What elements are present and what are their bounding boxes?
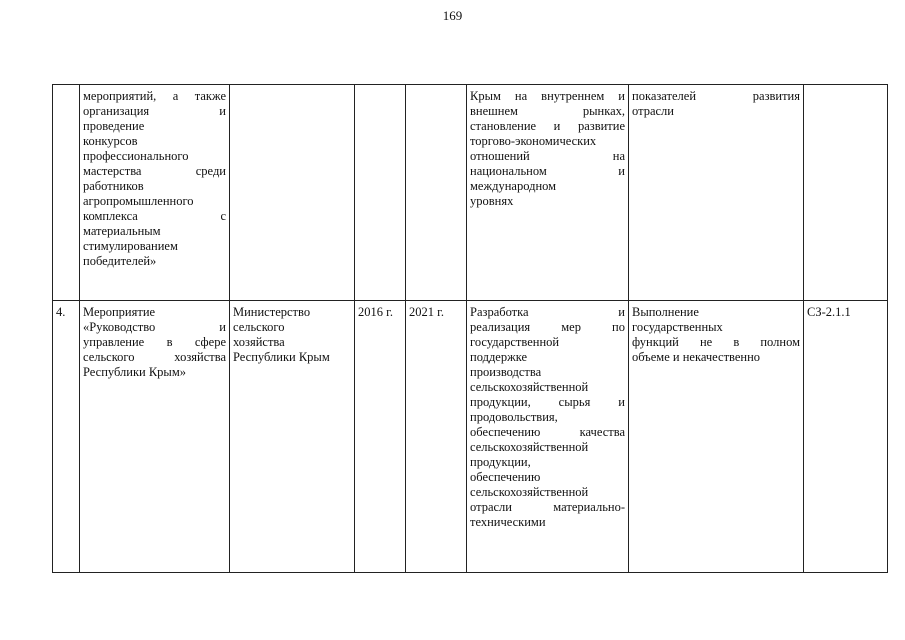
text-line: Крым на внутреннем и	[470, 89, 625, 103]
text-line: проведение	[83, 119, 145, 133]
text-line: управление в сфере	[83, 335, 226, 349]
cell-num	[53, 85, 80, 301]
text-line: национальном и	[470, 164, 625, 178]
text-line: отрасли	[632, 104, 674, 118]
table-row	[53, 301, 888, 573]
text-line: реализация мер по	[470, 320, 625, 334]
text-line: стимулированием	[83, 239, 178, 253]
text-line: уровнях	[470, 194, 514, 208]
text-line: Разработка и	[470, 305, 625, 319]
text-line: конкурсов	[83, 134, 138, 148]
text-line: сельскохозяйственной	[470, 485, 589, 499]
text-line: Министерство	[233, 305, 311, 319]
cell-result	[467, 85, 629, 301]
text-line: отношений на	[470, 149, 625, 163]
text-line: международном	[470, 179, 557, 193]
cell-start: 2016 г.	[355, 301, 406, 573]
text-line: мероприятий, а также	[83, 89, 226, 103]
cell-link: СЗ-2.1.1	[804, 301, 888, 573]
text-line: материальным	[83, 224, 161, 238]
text-line: продовольствия,	[470, 410, 558, 424]
table-row	[53, 85, 888, 301]
text-line: Республики Крым»	[83, 365, 186, 379]
text-line: профессионального	[83, 149, 189, 163]
text-line: продукции, сырья и	[470, 395, 625, 409]
cell-end: 2021 г.	[406, 301, 467, 573]
text-line: государственной	[470, 335, 560, 349]
cell-consequences	[629, 301, 804, 573]
text-line: мастерства среди	[83, 164, 226, 178]
text-line: продукции,	[470, 455, 531, 469]
text-line: объеме и некачественно	[632, 350, 761, 364]
cell-result	[467, 301, 629, 573]
text-line: работников	[83, 179, 144, 193]
text-line: внешнем рынках,	[470, 104, 625, 118]
text-line: агропромышленного	[83, 194, 194, 208]
text-line: сельского	[233, 320, 285, 334]
text-line: поддержке	[470, 350, 528, 364]
text-line: функций не в полном	[632, 335, 800, 349]
text-line: организация и	[83, 104, 226, 118]
text-line: победителей»	[83, 254, 157, 268]
text-line: обеспечению	[470, 470, 541, 484]
text-line: «Руководство и	[83, 320, 226, 334]
text-line: сельскохозяйственной	[470, 380, 589, 394]
text-line: торгово-экономических	[470, 134, 597, 148]
cell-event	[80, 85, 230, 301]
cell-end	[406, 85, 467, 301]
text-line: государственных	[632, 320, 723, 334]
text-line: Выполнение	[632, 305, 699, 319]
cell-num: 4.	[53, 301, 80, 573]
text-line: сельского хозяйства	[83, 350, 226, 364]
text-line: показателей развития	[632, 89, 800, 103]
cell-executor	[230, 85, 355, 301]
cell-event	[80, 301, 230, 573]
measures-table	[52, 84, 888, 573]
text-line: производства	[470, 365, 542, 379]
text-line: сельскохозяйственной	[470, 440, 589, 454]
text-line: обеспечению качества	[470, 425, 625, 439]
text-line: комплекса с	[83, 209, 226, 223]
text-line: техническими	[470, 515, 546, 529]
text-line: становление и развитие	[470, 119, 625, 133]
cell-consequences	[629, 85, 804, 301]
cell-executor	[230, 301, 355, 573]
cell-link	[804, 85, 888, 301]
page-number: 169	[442, 8, 463, 23]
cell-start	[355, 85, 406, 301]
text-line: Республики Крым	[233, 350, 330, 364]
text-line: отрасли материально-	[470, 500, 625, 514]
text-line: Мероприятие	[83, 305, 156, 319]
text-line: хозяйства	[233, 335, 285, 349]
